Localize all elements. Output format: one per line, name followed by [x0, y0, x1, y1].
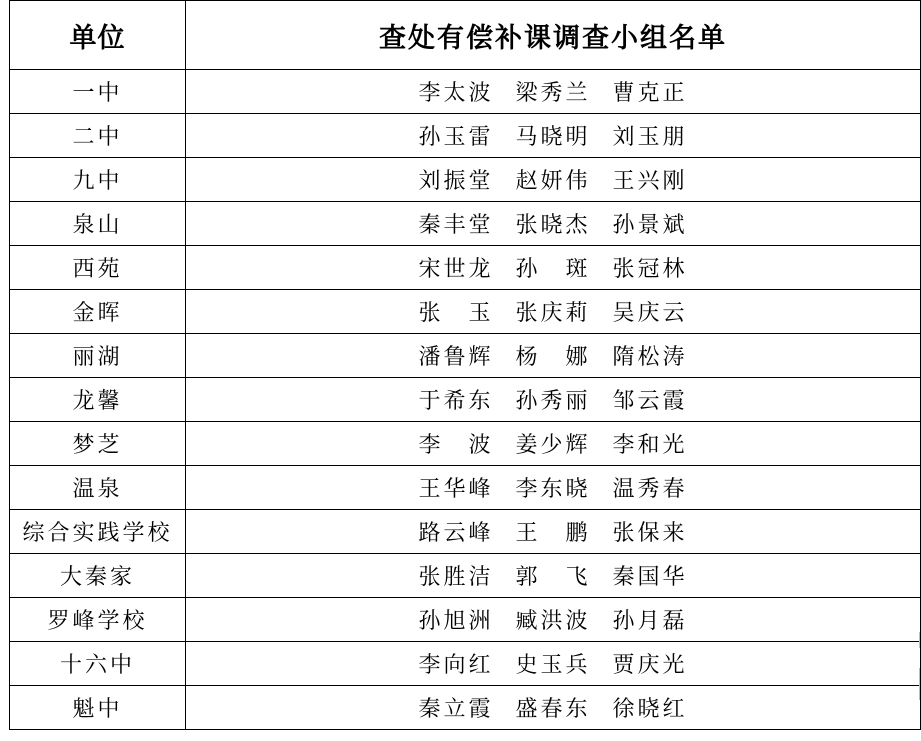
member-name: 盛春东 [515, 697, 591, 722]
members-cell [186, 686, 921, 730]
member-name: 张冠林 [612, 257, 688, 282]
members-cell [186, 466, 921, 510]
unit-cell: 梦芝 [10, 422, 186, 466]
member-name: 张 玉 [418, 301, 494, 326]
member-name: 邹云霞 [612, 389, 688, 414]
page-edge-mark [919, 668, 920, 700]
member-name: 臧洪波 [515, 609, 591, 634]
members-list [418, 516, 687, 547]
member-name: 李东晓 [515, 477, 591, 502]
table-row [10, 510, 921, 554]
member-name: 孙旭洲 [418, 609, 494, 634]
page-edge-mark [919, 632, 920, 648]
members-cell [186, 554, 921, 598]
members-list [418, 692, 687, 723]
member-name: 李 波 [418, 433, 494, 458]
members-cell [186, 202, 921, 246]
member-name: 史玉兵 [515, 653, 591, 678]
member-name: 张庆莉 [515, 301, 591, 326]
member-name: 隋松涛 [612, 345, 688, 370]
member-name: 张胜洁 [418, 565, 494, 590]
member-name: 秦立霞 [418, 697, 494, 722]
members-list [418, 164, 687, 195]
member-name: 张保来 [612, 521, 688, 546]
member-name: 秦国华 [612, 565, 688, 590]
member-name: 姜少辉 [515, 433, 591, 458]
members-list [418, 340, 687, 371]
member-name: 孙月磊 [612, 609, 688, 634]
member-name: 李向红 [418, 653, 494, 678]
table-row [10, 290, 921, 334]
members-list [418, 384, 687, 415]
members-list [418, 560, 687, 591]
member-name: 马晓明 [515, 125, 591, 150]
member-name: 孙景斌 [612, 213, 688, 238]
members-list [418, 604, 687, 635]
members-list [418, 472, 687, 503]
members-list [418, 120, 687, 151]
members-cell [186, 598, 921, 642]
roster-table [9, 0, 921, 730]
member-name: 宋世龙 [418, 257, 494, 282]
member-name: 王兴刚 [612, 169, 688, 194]
member-name: 刘玉朋 [612, 125, 688, 150]
table-row [10, 334, 921, 378]
members-list [418, 648, 687, 679]
table-row [10, 686, 921, 730]
member-name: 梁秀兰 [515, 81, 591, 106]
unit-cell: 罗峰学校 [10, 598, 186, 642]
table-row [10, 378, 921, 422]
members-list [418, 428, 687, 459]
member-name: 徐晓红 [612, 697, 688, 722]
unit-cell: 二中 [10, 114, 186, 158]
member-name: 贾庆光 [612, 653, 688, 678]
member-name: 王 鹏 [515, 521, 591, 546]
table-title: 查处有偿补课调查小组名单 [186, 1, 921, 70]
table-row [10, 202, 921, 246]
members-cell [186, 642, 921, 686]
member-name: 李和光 [612, 433, 688, 458]
unit-cell: 泉山 [10, 202, 186, 246]
members-list [418, 208, 687, 239]
members-cell [186, 422, 921, 466]
members-list [418, 252, 687, 283]
member-name: 李太波 [418, 81, 494, 106]
table-row [10, 598, 921, 642]
unit-cell: 大秦家 [10, 554, 186, 598]
table-row [10, 642, 921, 686]
members-list [418, 296, 687, 327]
member-name: 孙玉雷 [418, 125, 494, 150]
unit-cell: 魁中 [10, 686, 186, 730]
members-cell [186, 114, 921, 158]
member-name: 王华峰 [418, 477, 494, 502]
member-name: 孙秀丽 [515, 389, 591, 414]
table-row [10, 158, 921, 202]
unit-cell: 龙馨 [10, 378, 186, 422]
member-name: 潘鲁辉 [418, 345, 494, 370]
table-row [10, 70, 921, 114]
member-name: 秦丰堂 [418, 213, 494, 238]
member-name: 温秀春 [612, 477, 688, 502]
table-row [10, 554, 921, 598]
members-cell [186, 70, 921, 114]
member-name: 郭 飞 [515, 565, 591, 590]
member-name: 刘振堂 [418, 169, 494, 194]
member-name: 张晓杰 [515, 213, 591, 238]
member-name: 赵妍伟 [515, 169, 591, 194]
unit-cell: 综合实践学校 [10, 510, 186, 554]
members-cell [186, 158, 921, 202]
member-name: 孙 斑 [515, 257, 591, 282]
unit-cell: 丽湖 [10, 334, 186, 378]
member-name: 杨 娜 [515, 345, 591, 370]
member-name: 于希东 [418, 389, 494, 414]
unit-cell: 西苑 [10, 246, 186, 290]
members-cell [186, 334, 921, 378]
table-row [10, 114, 921, 158]
member-name: 路云峰 [418, 521, 494, 546]
header-row [10, 1, 921, 70]
members-cell [186, 246, 921, 290]
members-cell [186, 378, 921, 422]
document-sheet [9, 0, 921, 741]
column-header-unit: 单位 [10, 1, 186, 70]
unit-cell: 金晖 [10, 290, 186, 334]
roster-body [10, 70, 921, 730]
table-row [10, 422, 921, 466]
members-cell [186, 510, 921, 554]
table-row [10, 246, 921, 290]
member-name: 吴庆云 [612, 301, 688, 326]
members-list [418, 76, 687, 107]
unit-cell: 九中 [10, 158, 186, 202]
member-name: 曹克正 [612, 81, 688, 106]
members-cell [186, 290, 921, 334]
unit-cell: 温泉 [10, 466, 186, 510]
unit-cell: 十六中 [10, 642, 186, 686]
table-row [10, 466, 921, 510]
unit-cell: 一中 [10, 70, 186, 114]
